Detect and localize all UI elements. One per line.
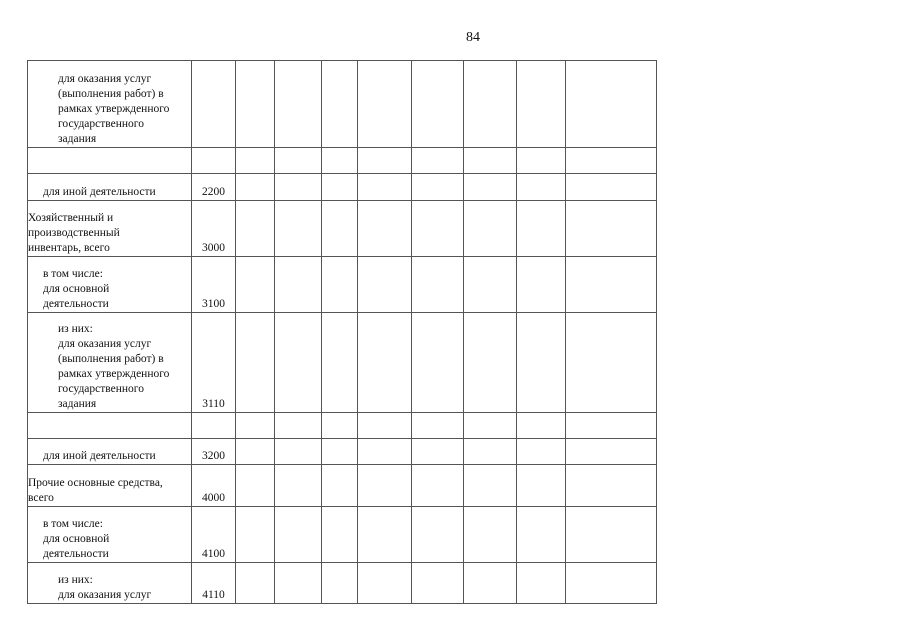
table-cell (517, 465, 566, 507)
table-cell (566, 413, 657, 439)
table-cell (275, 257, 322, 313)
row-label: из них: для оказания услуг (28, 563, 192, 604)
table-cell (464, 201, 517, 257)
table-cell (236, 61, 275, 148)
row-label: для оказания услуг (выполнения работ) в рамках утвержденного государственного задания (28, 61, 192, 148)
table-cell (358, 465, 412, 507)
row-code: 3110 (192, 313, 236, 413)
table-cell (236, 313, 275, 413)
row-code: 4100 (192, 507, 236, 563)
table-cell (412, 257, 464, 313)
table-cell (358, 148, 412, 174)
table-cell (236, 413, 275, 439)
table-row (28, 413, 657, 439)
table-cell (358, 563, 412, 604)
table-cell (412, 507, 464, 563)
table-cell (464, 465, 517, 507)
table-cell (275, 313, 322, 413)
table-row (28, 201, 657, 257)
table-cell (517, 257, 566, 313)
table-cell (236, 563, 275, 604)
assets-table (27, 60, 657, 604)
table-cell (358, 313, 412, 413)
row-label: Прочие основные средства, всего (28, 465, 192, 507)
row-code: 3000 (192, 201, 236, 257)
table-row (28, 439, 657, 465)
table-cell (275, 465, 322, 507)
table-cell (566, 313, 657, 413)
table-cell (464, 148, 517, 174)
table-cell (566, 61, 657, 148)
table-row (28, 61, 657, 148)
table-cell (412, 201, 464, 257)
table-cell (412, 413, 464, 439)
table-cell (412, 313, 464, 413)
table-cell (517, 439, 566, 465)
table-cell (412, 61, 464, 148)
row-code: 3100 (192, 257, 236, 313)
row-label (28, 413, 192, 439)
table-cell (322, 174, 358, 201)
table-cell (358, 201, 412, 257)
row-label: для иной деятельности (28, 174, 192, 201)
table-cell (464, 61, 517, 148)
row-label: для иной деятельности (28, 439, 192, 465)
row-code: 2200 (192, 174, 236, 201)
table-cell (275, 174, 322, 201)
row-code (192, 61, 236, 148)
table-cell (275, 148, 322, 174)
table-cell (358, 257, 412, 313)
table-cell (517, 507, 566, 563)
table-cell (412, 465, 464, 507)
table-cell (358, 439, 412, 465)
table-cell (566, 174, 657, 201)
table-cell (358, 174, 412, 201)
table-cell (236, 174, 275, 201)
row-label: в том числе: для основной деятельности (28, 507, 192, 563)
table-cell (275, 61, 322, 148)
table-cell (358, 61, 412, 148)
row-code (192, 413, 236, 439)
table-cell (236, 465, 275, 507)
table-cell (322, 201, 358, 257)
row-code (192, 148, 236, 174)
table-cell (322, 61, 358, 148)
table-cell (275, 439, 322, 465)
table-cell (412, 563, 464, 604)
table-cell (322, 439, 358, 465)
table-cell (322, 148, 358, 174)
table-cell (464, 563, 517, 604)
table-cell (517, 201, 566, 257)
row-label: Хозяйственный и производственный инвентарь, всего (28, 201, 192, 257)
table-cell (464, 439, 517, 465)
table-cell (358, 413, 412, 439)
table-cell (412, 148, 464, 174)
table-cell (236, 201, 275, 257)
table-cell (412, 174, 464, 201)
table-cell (517, 174, 566, 201)
table-cell (566, 439, 657, 465)
table-cell (464, 507, 517, 563)
row-label: из них: для оказания услуг (выполнения работ) в рамках утвержденного государственного задания (28, 313, 192, 413)
table-cell (517, 563, 566, 604)
table-row (28, 174, 657, 201)
row-label: в том числе: для основной деятельности (28, 257, 192, 313)
table-cell (517, 148, 566, 174)
row-label (28, 148, 192, 174)
table-cell (566, 201, 657, 257)
table-row (28, 507, 657, 563)
row-code: 4110 (192, 563, 236, 604)
table-cell (464, 174, 517, 201)
table-cell (236, 507, 275, 563)
table-cell (412, 439, 464, 465)
table-row (28, 465, 657, 507)
table-cell (322, 507, 358, 563)
page-number: 84 (466, 30, 480, 45)
table-cell (275, 201, 322, 257)
table-row (28, 313, 657, 413)
table-cell (322, 563, 358, 604)
table-cell (464, 257, 517, 313)
table-cell (566, 257, 657, 313)
table-row (28, 257, 657, 313)
table-row (28, 563, 657, 604)
table-cell (275, 507, 322, 563)
table-row (28, 148, 657, 174)
table-cell (322, 257, 358, 313)
table-cell (517, 313, 566, 413)
table-cell (236, 148, 275, 174)
table-cell (236, 439, 275, 465)
table-cell (566, 148, 657, 174)
table-cell (322, 465, 358, 507)
table-cell (566, 465, 657, 507)
row-code: 4000 (192, 465, 236, 507)
table-cell (275, 413, 322, 439)
table-cell (566, 507, 657, 563)
table-cell (517, 413, 566, 439)
table-cell (464, 413, 517, 439)
table-cell (275, 563, 322, 604)
table-cell (236, 257, 275, 313)
table-cell (322, 313, 358, 413)
table-cell (464, 313, 517, 413)
table-cell (358, 507, 412, 563)
table-cell (566, 563, 657, 604)
row-code: 3200 (192, 439, 236, 465)
table-cell (322, 413, 358, 439)
table-cell (517, 61, 566, 148)
